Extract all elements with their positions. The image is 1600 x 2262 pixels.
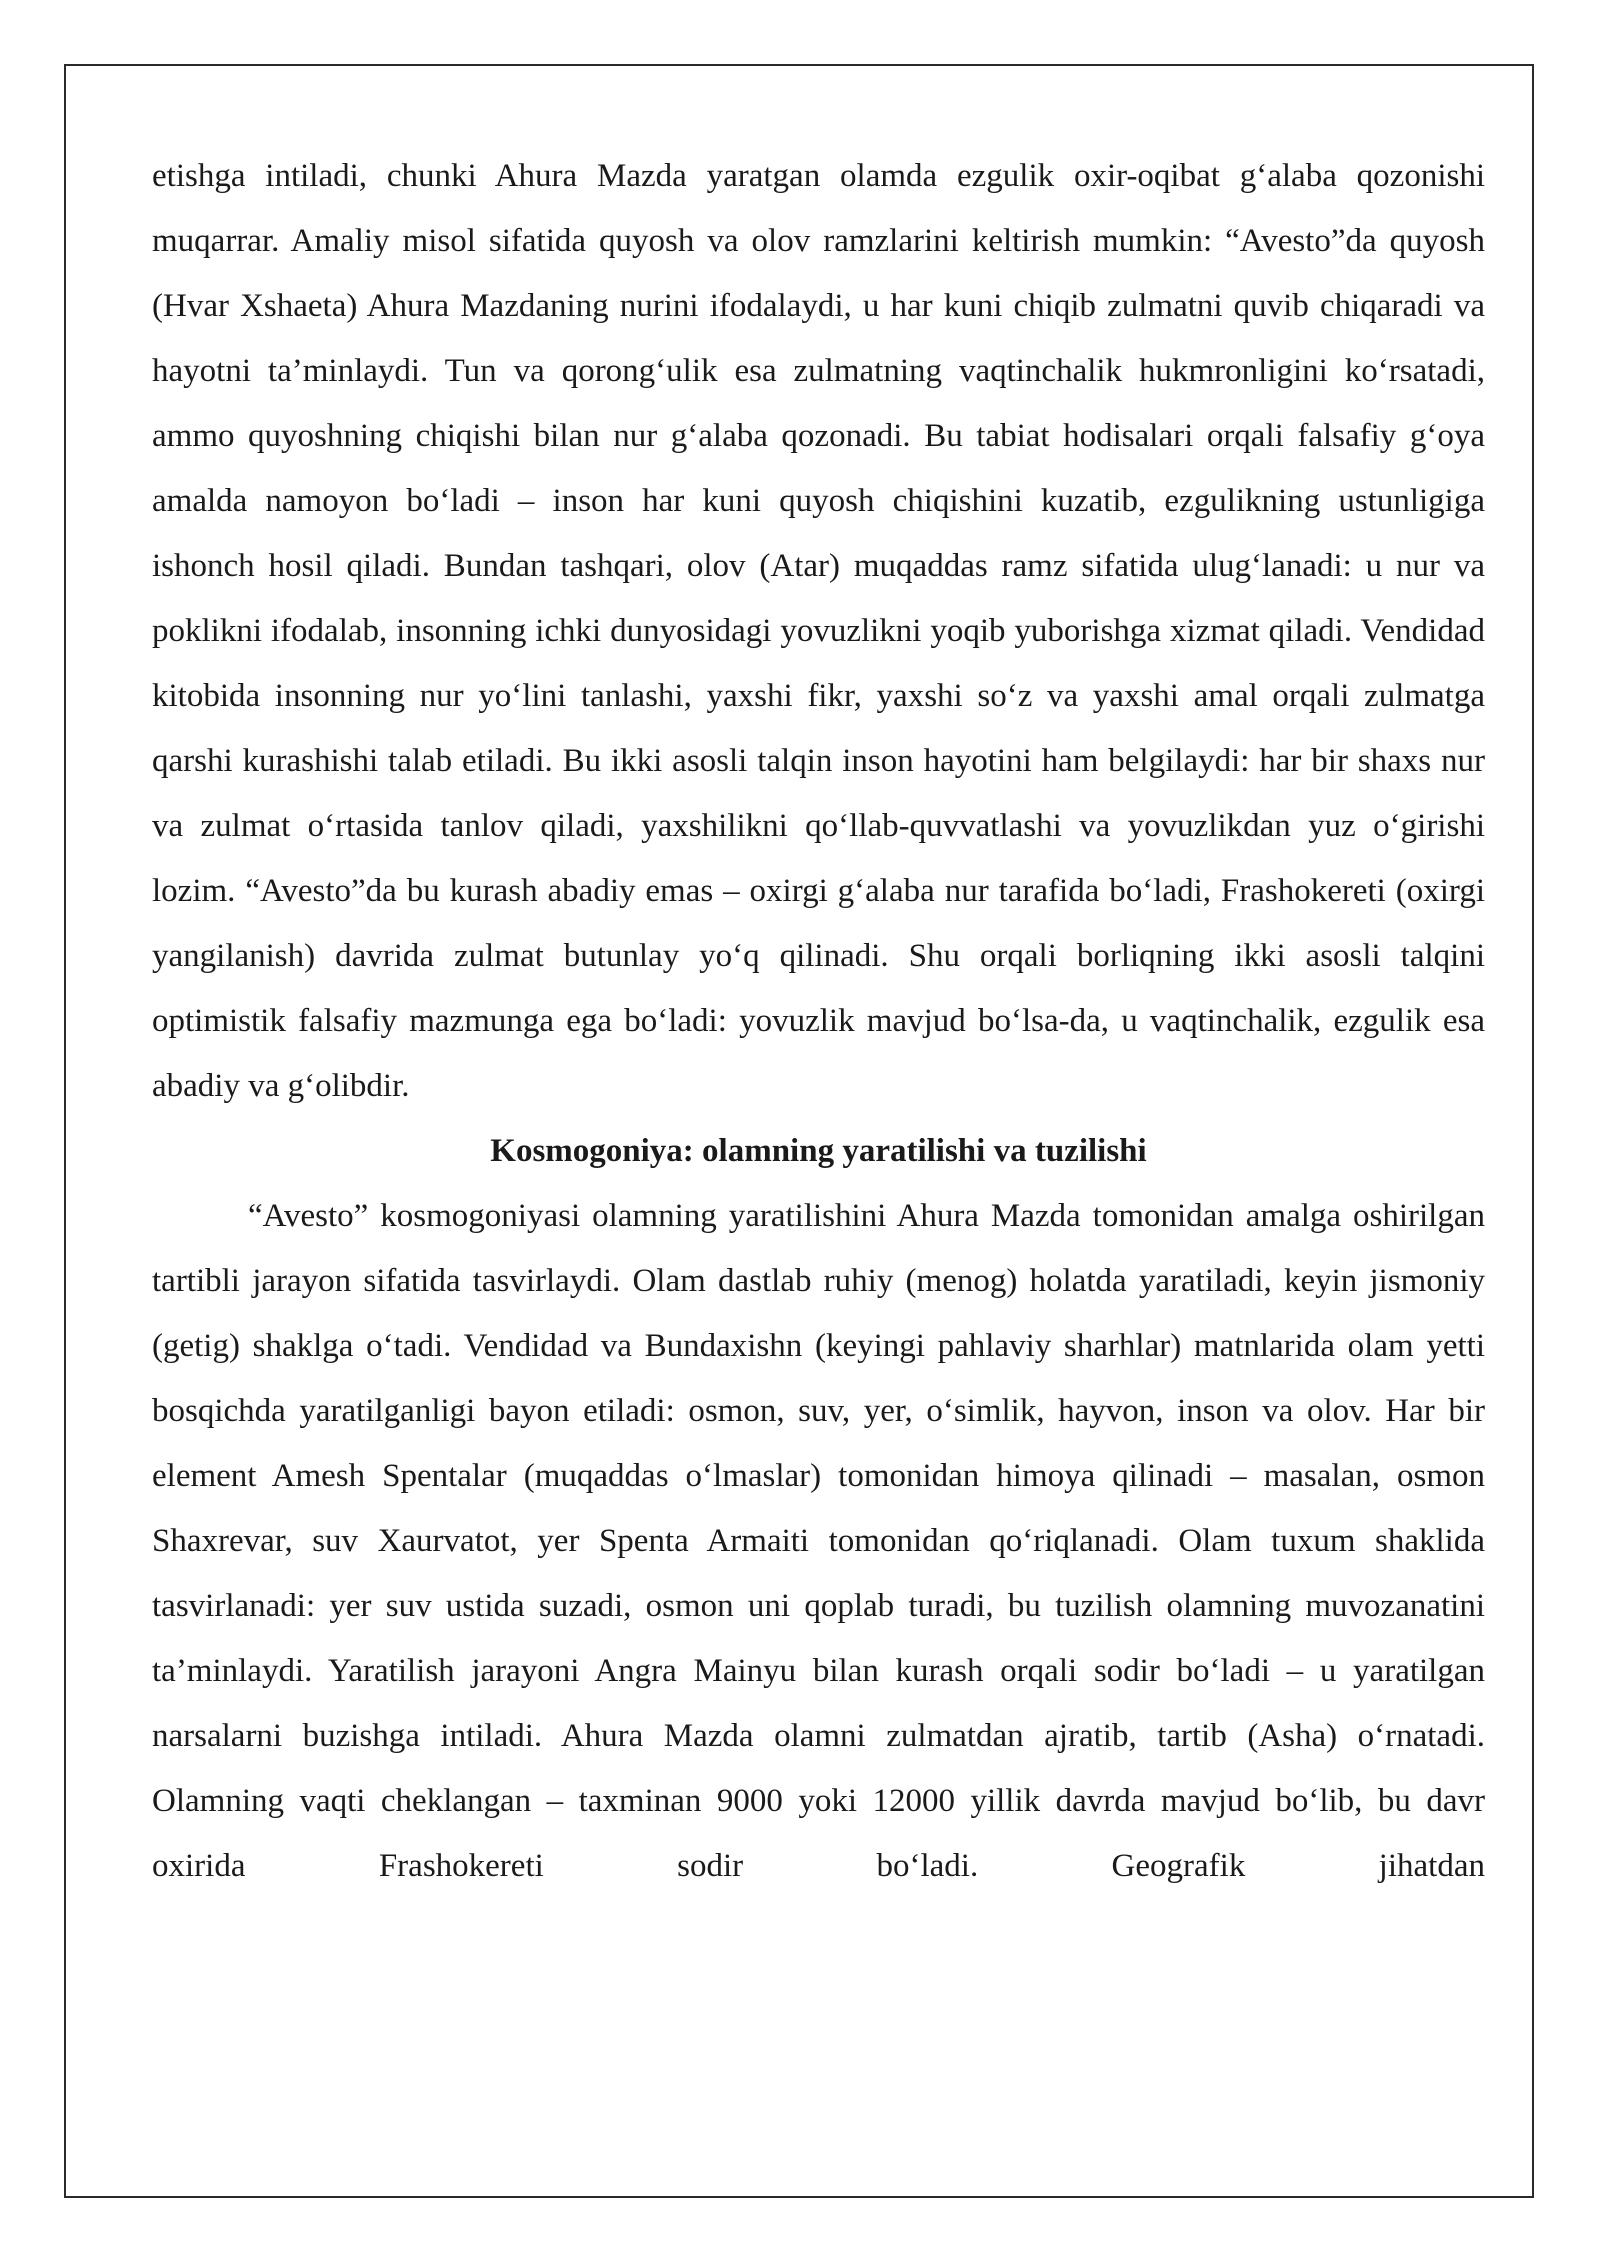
- body-paragraph: “Avesto” kosmogoniyasi olamning yaratilishini Ahura Mazda tomonidan amalga oshirilgan tartibli jarayon sifatida tasvirlaydi. Olam dastlab ruhiy (menog) holatda yaratiladi, keyin jismoniy (getig) shaklga o‘tadi. Vendidad va Bundaxishn (keyingi pahlaviy sharhlar) matnlarida olam yetti bosqichda yaratilganligi bayon etiladi: osmon, suv, yer, o‘simlik, hayvon, inson va olov. Har bir element Amesh Spentalar (muqaddas o‘lmaslar) tomonidan himoya qilinadi – masalan, osmon Shaxrevar, suv Xaurvatot, yer Spenta Armaiti tomonidan qo‘riqlanadi. Olam tuxum shaklida tasvirlanadi: yer suv ustida suzadi, osmon uni qoplab turadi, bu tuzilish olamning muvozanatini ta’minlaydi. Yaratilish jarayoni Angra Mainyu bilan kurash orqali sodir bo‘ladi – u yaratilgan narsalarni buzishga intiladi. Ahura Mazda olamni zulmatdan ajratib, tartib (Asha) o‘rnatadi. Olamning vaqti cheklangan – taxminan 9000 yoki 12000 yillik davrda mavjud bo‘lib, bu davr oxirida Frashokereti sodir bo‘ladi. Geografik jihatdan: [152, 1198, 1485, 1884]
- section-heading: Kosmogoniya: olamning yaratilishi va tuzilishi: [490, 1133, 1147, 1169]
- body-paragraph: etishga intiladi, chunki Ahura Mazda yaratgan olamda ezgulik oxir-oqibat g‘alaba qozonishi muqarrar. Amaliy misol sifatida quyosh va olov ramzlarini keltirish mumkin: “Avesto”da quyosh (Hvar Xshaeta) Ahura Mazdaning nurini ifodalaydi, u har kuni chiqib zulmatni quvib chiqaradi va hayotni ta’minlaydi. Tun va qorong‘ulik esa zulmatning vaqtinchalik hukmronligini ko‘rsatadi, ammo quyoshning chiqishi bilan nur g‘alaba qozonadi. Bu tabiat hodisalari orqali falsafiy g‘oya amalda namoyon bo‘ladi – inson har kuni quyosh chiqishini kuzatib, ezgulikning ustunligiga ishonch hosil qiladi. Bundan tashqari, olov (Atar) muqaddas ramz sifatida ulug‘lanadi: u nur va poklikni ifodalab, insonning ichki dunyosidagi yovuzlikni yoqib yuborishga xizmat qiladi. Vendidad kitobida insonning nur yo‘lini tanlashi, yaxshi fikr, yaxshi so‘z va yaxshi amal orqali zulmatga qarshi kurashishi talab etiladi. Bu ikki asosli talqin inson hayotini ham belgilaydi: har bir shaxs nur va zulmat o‘rtasida tanlov qiladi, yaxshilikni qo‘llab-quvvatlashi va yovuzlikdan yuz o‘girishi lozim. “Avesto”da bu kurash abadiy emas – oxirgi g‘alaba nur tarafida bo‘ladi, Frashokereti (oxirgi yangilanish) davrida zulmat butunlay yo‘q qilinadi. Shu orqali borliqning ikki asosli talqini optimistik falsafiy mazmunga ega bo‘ladi: yovuzlik mavjud bo‘lsa-da, u vaqtinchalik, ezgulik esa abadiy va g‘olibdir.: [152, 158, 1485, 1104]
- page-content: [152, 144, 1485, 1899]
